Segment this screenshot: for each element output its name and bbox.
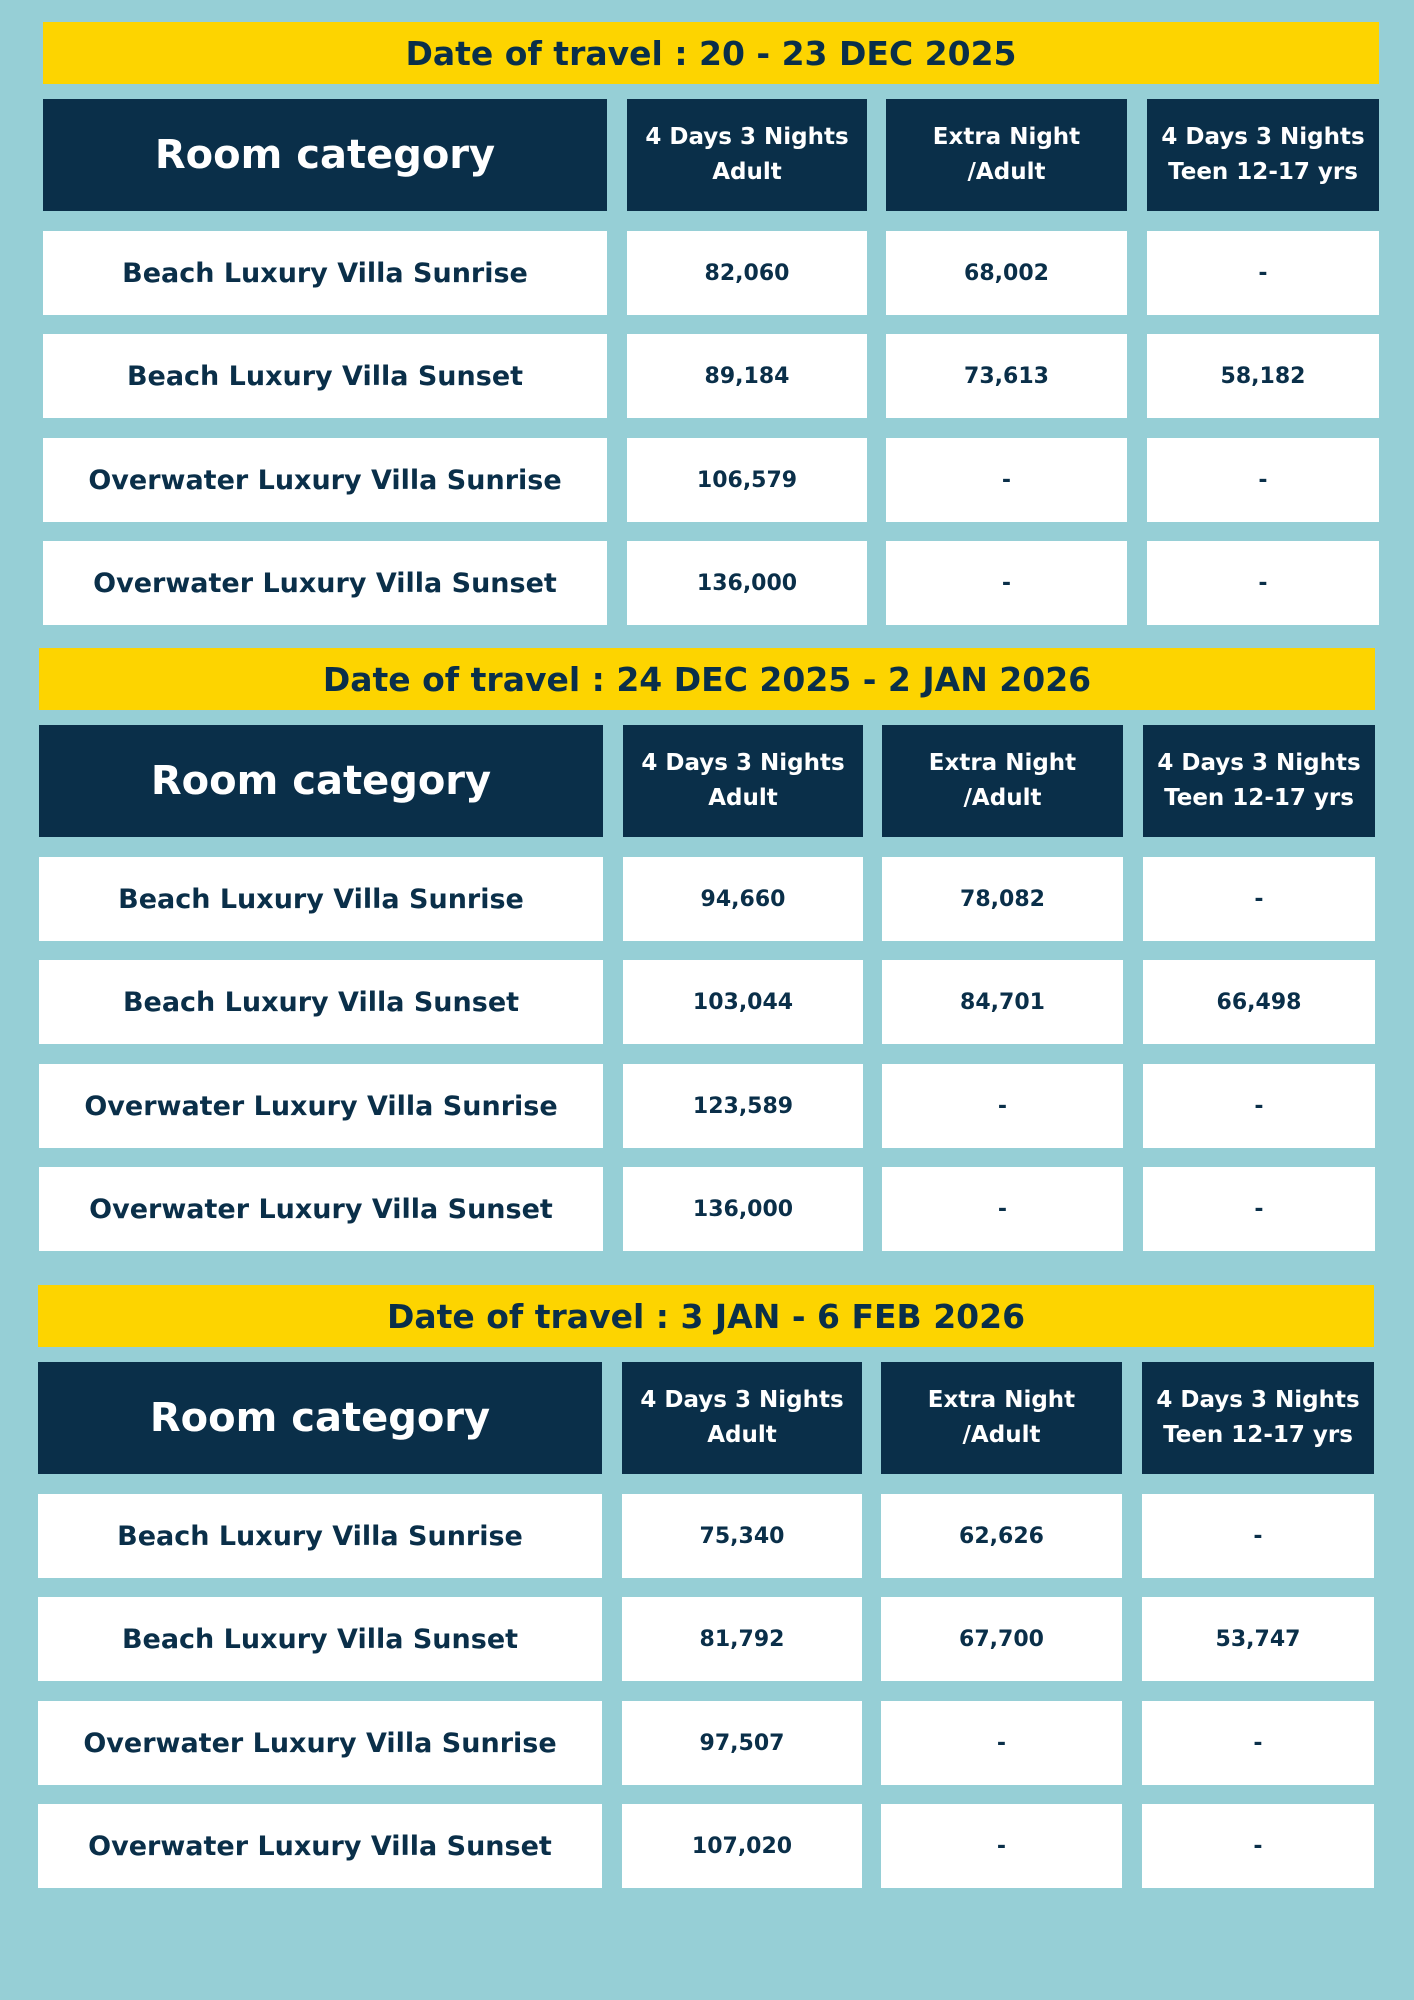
price-teen-cell: - [1143,857,1375,941]
price-extra-night-cell: 78,082 [882,857,1123,941]
room-name-cell: Overwater Luxury Villa Sunrise [43,438,607,522]
travel-date-banner: Date of travel : 3 JAN - 6 FEB 2026 [38,1285,1374,1347]
price-adult-cell: 89,184 [627,334,867,418]
pricing-section-2 [39,648,1375,1251]
price-extra-night-cell: - [882,1064,1123,1148]
price-teen-cell: - [1147,541,1379,625]
price-adult-cell: 123,589 [623,1064,863,1148]
room-name-cell: Overwater Luxury Villa Sunset [39,1167,603,1251]
price-teen-cell: - [1147,231,1379,315]
header-extra-night-adult: Extra Night /Adult [886,99,1127,211]
price-adult-cell: 136,000 [623,1167,863,1251]
header-room-category: Room category [43,99,607,211]
header-4d3n-teen: 4 Days 3 Nights Teen 12-17 yrs [1143,725,1375,837]
price-adult-cell: 82,060 [627,231,867,315]
price-extra-night-cell: 68,002 [886,231,1127,315]
header-extra-night-adult: Extra Night /Adult [882,725,1123,837]
price-adult-cell: 75,340 [622,1494,862,1578]
price-extra-night-cell: 67,700 [881,1597,1122,1681]
room-name-cell: Overwater Luxury Villa Sunrise [38,1701,602,1785]
room-name-cell: Beach Luxury Villa Sunset [39,960,603,1044]
room-name-cell: Beach Luxury Villa Sunset [43,334,607,418]
price-extra-night-cell: 73,613 [886,334,1127,418]
room-name-cell: Beach Luxury Villa Sunrise [39,857,603,941]
header-4d3n-teen: 4 Days 3 Nights Teen 12-17 yrs [1147,99,1379,211]
room-name-cell: Beach Luxury Villa Sunrise [43,231,607,315]
price-teen-cell: 66,498 [1143,960,1375,1044]
price-adult-cell: 136,000 [627,541,867,625]
price-adult-cell: 107,020 [622,1804,862,1888]
price-extra-night-cell: - [881,1804,1122,1888]
price-extra-night-cell: 62,626 [881,1494,1122,1578]
price-teen-cell: - [1143,1167,1375,1251]
pricing-section-3 [38,1285,1374,1888]
price-adult-cell: 97,507 [622,1701,862,1785]
price-teen-cell: - [1143,1064,1375,1148]
travel-date-banner: Date of travel : 24 DEC 2025 - 2 JAN 2026 [39,648,1375,710]
header-room-category: Room category [39,725,603,837]
price-teen-cell: - [1142,1701,1374,1785]
price-extra-night-cell: - [886,541,1127,625]
header-4d3n-adult: 4 Days 3 Nights Adult [622,1362,862,1474]
room-name-cell: Overwater Luxury Villa Sunset [43,541,607,625]
travel-date-banner: Date of travel : 20 - 23 DEC 2025 [43,22,1379,84]
header-4d3n-adult: 4 Days 3 Nights Adult [627,99,867,211]
price-adult-cell: 106,579 [627,438,867,522]
price-extra-night-cell: 84,701 [882,960,1123,1044]
price-adult-cell: 94,660 [623,857,863,941]
price-teen-cell: 58,182 [1147,334,1379,418]
room-name-cell: Overwater Luxury Villa Sunrise [39,1064,603,1148]
price-extra-night-cell: - [881,1701,1122,1785]
price-teen-cell: - [1142,1494,1374,1578]
price-adult-cell: 81,792 [622,1597,862,1681]
pricing-section-1 [43,22,1379,625]
price-adult-cell: 103,044 [623,960,863,1044]
header-4d3n-adult: 4 Days 3 Nights Adult [623,725,863,837]
price-teen-cell: - [1147,438,1379,522]
price-teen-cell: - [1142,1804,1374,1888]
room-name-cell: Beach Luxury Villa Sunrise [38,1494,602,1578]
room-name-cell: Beach Luxury Villa Sunset [38,1597,602,1681]
header-extra-night-adult: Extra Night /Adult [881,1362,1122,1474]
price-extra-night-cell: - [882,1167,1123,1251]
price-teen-cell: 53,747 [1142,1597,1374,1681]
price-extra-night-cell: - [886,438,1127,522]
header-4d3n-teen: 4 Days 3 Nights Teen 12-17 yrs [1142,1362,1374,1474]
header-room-category: Room category [38,1362,602,1474]
room-name-cell: Overwater Luxury Villa Sunset [38,1804,602,1888]
